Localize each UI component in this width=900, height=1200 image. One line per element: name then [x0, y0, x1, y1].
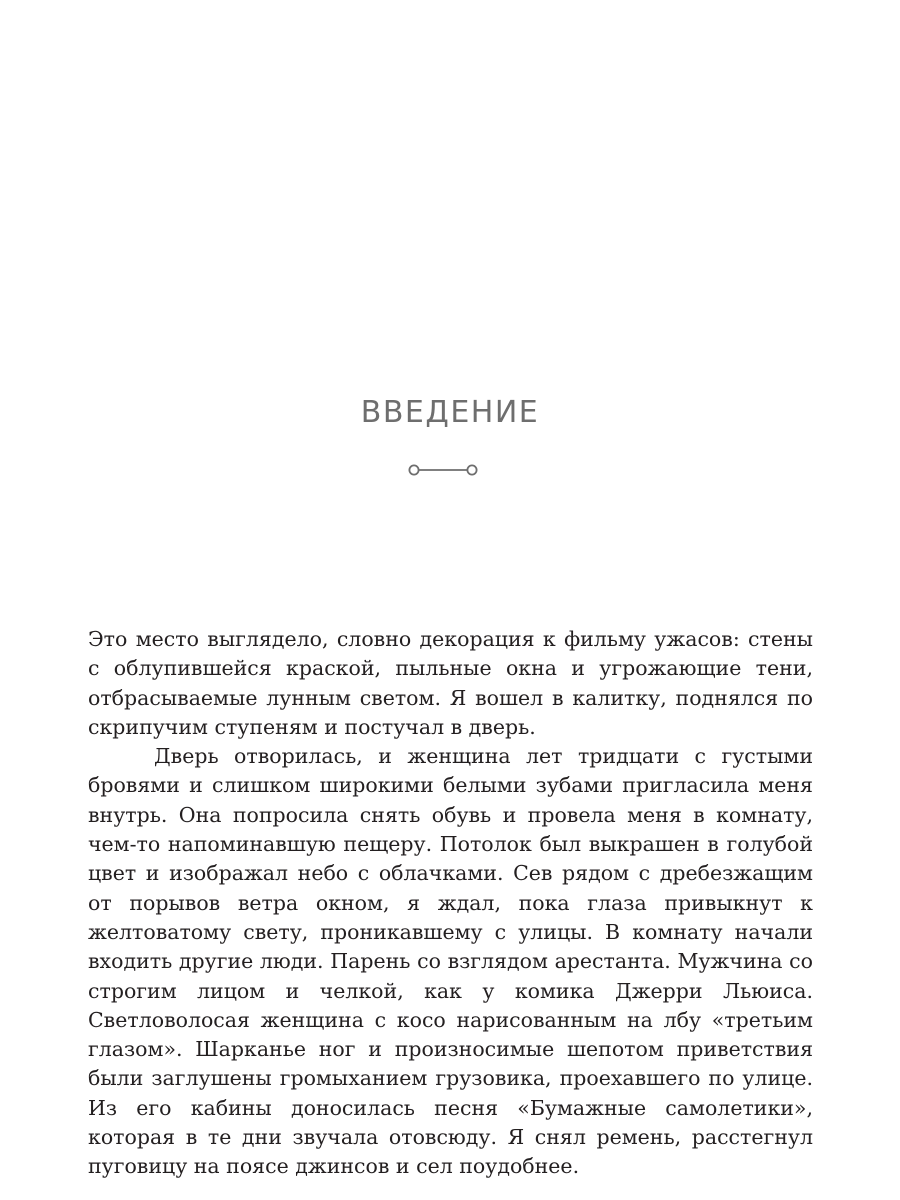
paragraph-1: Это место выглядело, словно декорация к фильму ужасов: стены с облупившейся краской, пыльные окна и угрожающие тени, отбрасываемые лунным светом. Я вошел в калитку, поднялся по скрипучим ступеням и постучал в дверь.	[88, 627, 813, 739]
paragraph-2: Дверь отворилась, и женщина лет тридцати с густыми бровями и слишком широкими белыми зубами пригласила меня внутрь. Она попросила снять обувь и провела меня в комнату, чем-то напоминавшую пещеру. Потолок был выкрашен в голубой цвет и изображал небо с облачками. Сев рядом с дребезжащим от порывов ветра окном, я ждал, пока глаза привыкнут к желтоватому свету, проникавшему с улицы. В комнату начали входить другие люди. Парень со взглядом арестанта. Мужчина со строгим лицом и челкой, как у комика Джерри Льюиса. Светловолосая женщина с косо нарисованным на лбу «третьим глазом». Шарканье ног и произносимые шепотом приветствия были заглушены громыханием грузовика, проехавшего по улице. Из его кабины доносилась песня «Бумажные самолетики», которая в те дни звучала отовсюду. Я снял ремень, расстегнул пуговицу на поясе джинсов и сел поудобнее.	[88, 744, 813, 1179]
divider-ornament-icon	[407, 460, 479, 480]
chapter-title: ВВЕДЕНИЕ	[360, 395, 540, 430]
chapter-body-text	[88, 625, 813, 1182]
